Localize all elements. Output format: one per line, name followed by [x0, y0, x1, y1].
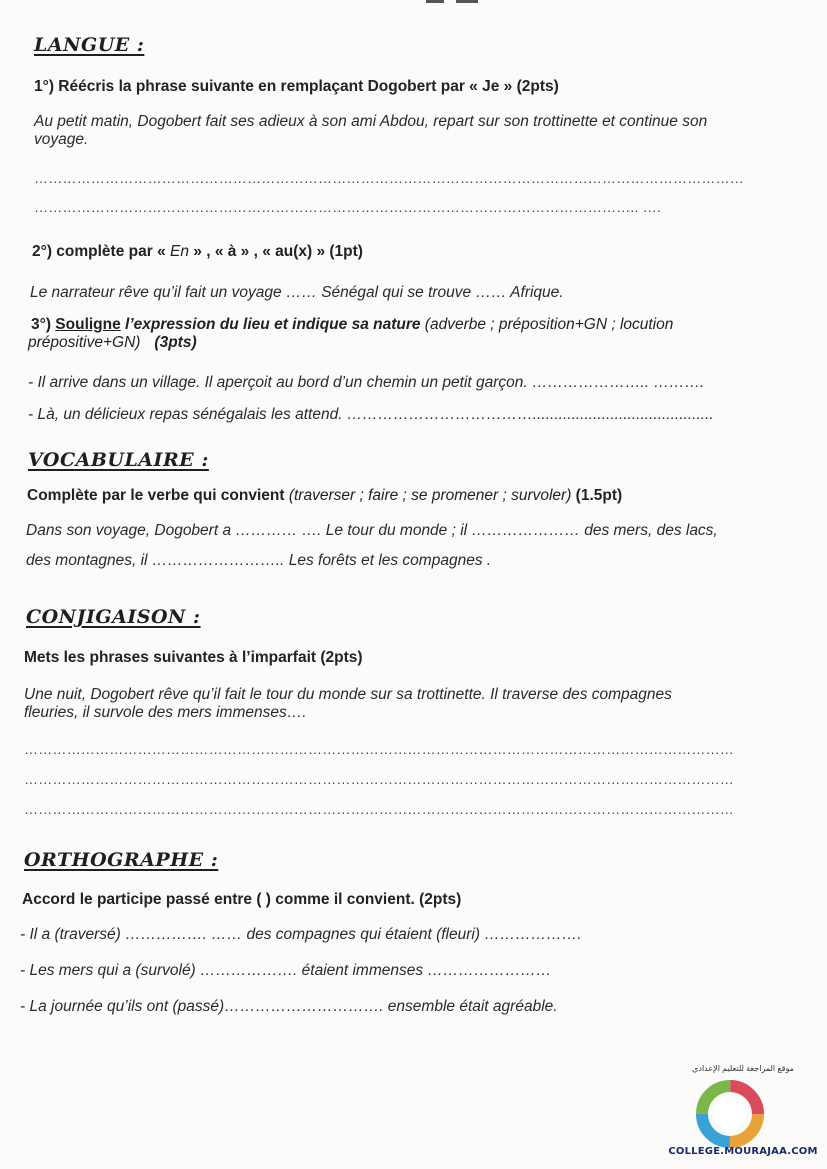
vocabulaire-label [27, 487, 622, 505]
question-2-text: Le narrateur rêve qu’il fait un voyage …… Sénégal qui se trouve …… Afrique. [30, 284, 564, 301]
answer-line[interactable]: …………………………………………………………………………………………………………………………………… [24, 801, 734, 817]
question-3-line-1: - Il arrive dans un village. Il aperçoit au bord d’un chemin un petit garçon. ………………….. ………. [28, 374, 705, 391]
orthographe-line-1: - Il a (traversé) ……………. …… des compagnes qui étaient (fleuri) ………………. [20, 926, 582, 943]
vocabulaire-line-1: Dans son voyage, Dogobert a ………… …. Le tour du monde ; il ………………… des mers, des lacs, [26, 522, 718, 539]
vocabulaire-line-2: des montagnes, il …………………….. Les forêts et les compagnes . [26, 552, 492, 569]
question-3-label [31, 316, 673, 334]
q3-label-points: (3pts) [154, 334, 197, 351]
section-title-orthographe: ORTHOGRAPHE : [24, 849, 219, 871]
orthographe-label: Accord le participe passé entre ( ) comme il convient. (2pts) [22, 891, 462, 908]
voc-label-points: (1.5pt) [571, 487, 623, 504]
question-1-text-cont: voyage. [34, 131, 89, 148]
orthographe-line-3: - La journée qu’ils ont (passé)…………………………. ensemble était agréable. [20, 998, 558, 1015]
q2-label-part: » , « à » , « au(x) » (1pt) [188, 243, 363, 260]
q3-label-part: 3°) [31, 316, 56, 333]
q3-label-options: prépositive+GN) [28, 334, 141, 351]
section-title-vocabulaire: VOCABULAIRE : [28, 449, 209, 471]
conjugaison-text-2: fleuries, il survole des mers immenses…. [24, 704, 307, 721]
orthographe-line-2: - Les mers qui a (survolé) ………………. étaient immenses …………………… [20, 962, 552, 979]
scan-mark [426, 0, 444, 3]
section-title-langue: LANGUE : [34, 34, 145, 56]
logo-site-url: COLLEGE.MOURAJAA.COM [668, 1146, 818, 1157]
q2-label-en: En [170, 243, 189, 260]
q2-label-part: 2°) complète par « [32, 243, 170, 260]
conjugaison-label: Mets les phrases suivantes à l’imparfait (2pts) [24, 649, 363, 666]
q3-label-souligne: Souligne [55, 316, 121, 333]
answer-line[interactable]: …………………………………………………………………………………………………………………………………… [24, 741, 734, 757]
question-1-text: Au petit matin, Dogobert fait ses adieux à son ami Abdou, repart sur son trottinette et continue son [34, 113, 708, 130]
question-3-label-cont [28, 334, 197, 352]
voc-label-options: (traverser ; faire ; se promener ; survoler) [288, 487, 572, 504]
scan-mark [456, 0, 478, 3]
conjugaison-text-1: Une nuit, Dogobert rêve qu’il fait le tour du monde sur sa trottinette. Il traverse des compagnes [24, 686, 672, 703]
question-3-line-2: - Là, un délicieux repas sénégalais les attend. ……………………………….......................................... [28, 406, 714, 423]
voc-label-part: Complète par le verbe qui convient [27, 487, 289, 504]
site-logo [668, 1062, 818, 1168]
section-title-conjugaison: CONJIGAISON : [26, 606, 201, 628]
logo-arabic-text: موقع المراجعة للتعليم الإعدادي [692, 1064, 794, 1073]
question-2-label [32, 243, 363, 261]
q3-label-part: l’expression du lieu et indique sa nature [120, 316, 425, 333]
question-1-label: 1°) Réécris la phrase suivante en remplaçant Dogobert par « Je » (2pts) [34, 78, 559, 95]
q3-label-options: (adverbe ; préposition+GN ; locution [424, 316, 674, 333]
answer-line[interactable]: …………………………………………………………………………………………………………………………………… [24, 771, 734, 787]
answer-line[interactable]: …………………………………………………………………………………………………………………………………… [34, 170, 744, 186]
logo-ring-icon [668, 1062, 818, 1148]
answer-line[interactable]: ……………………………………………………………………………………………………………….. …. [34, 199, 661, 215]
